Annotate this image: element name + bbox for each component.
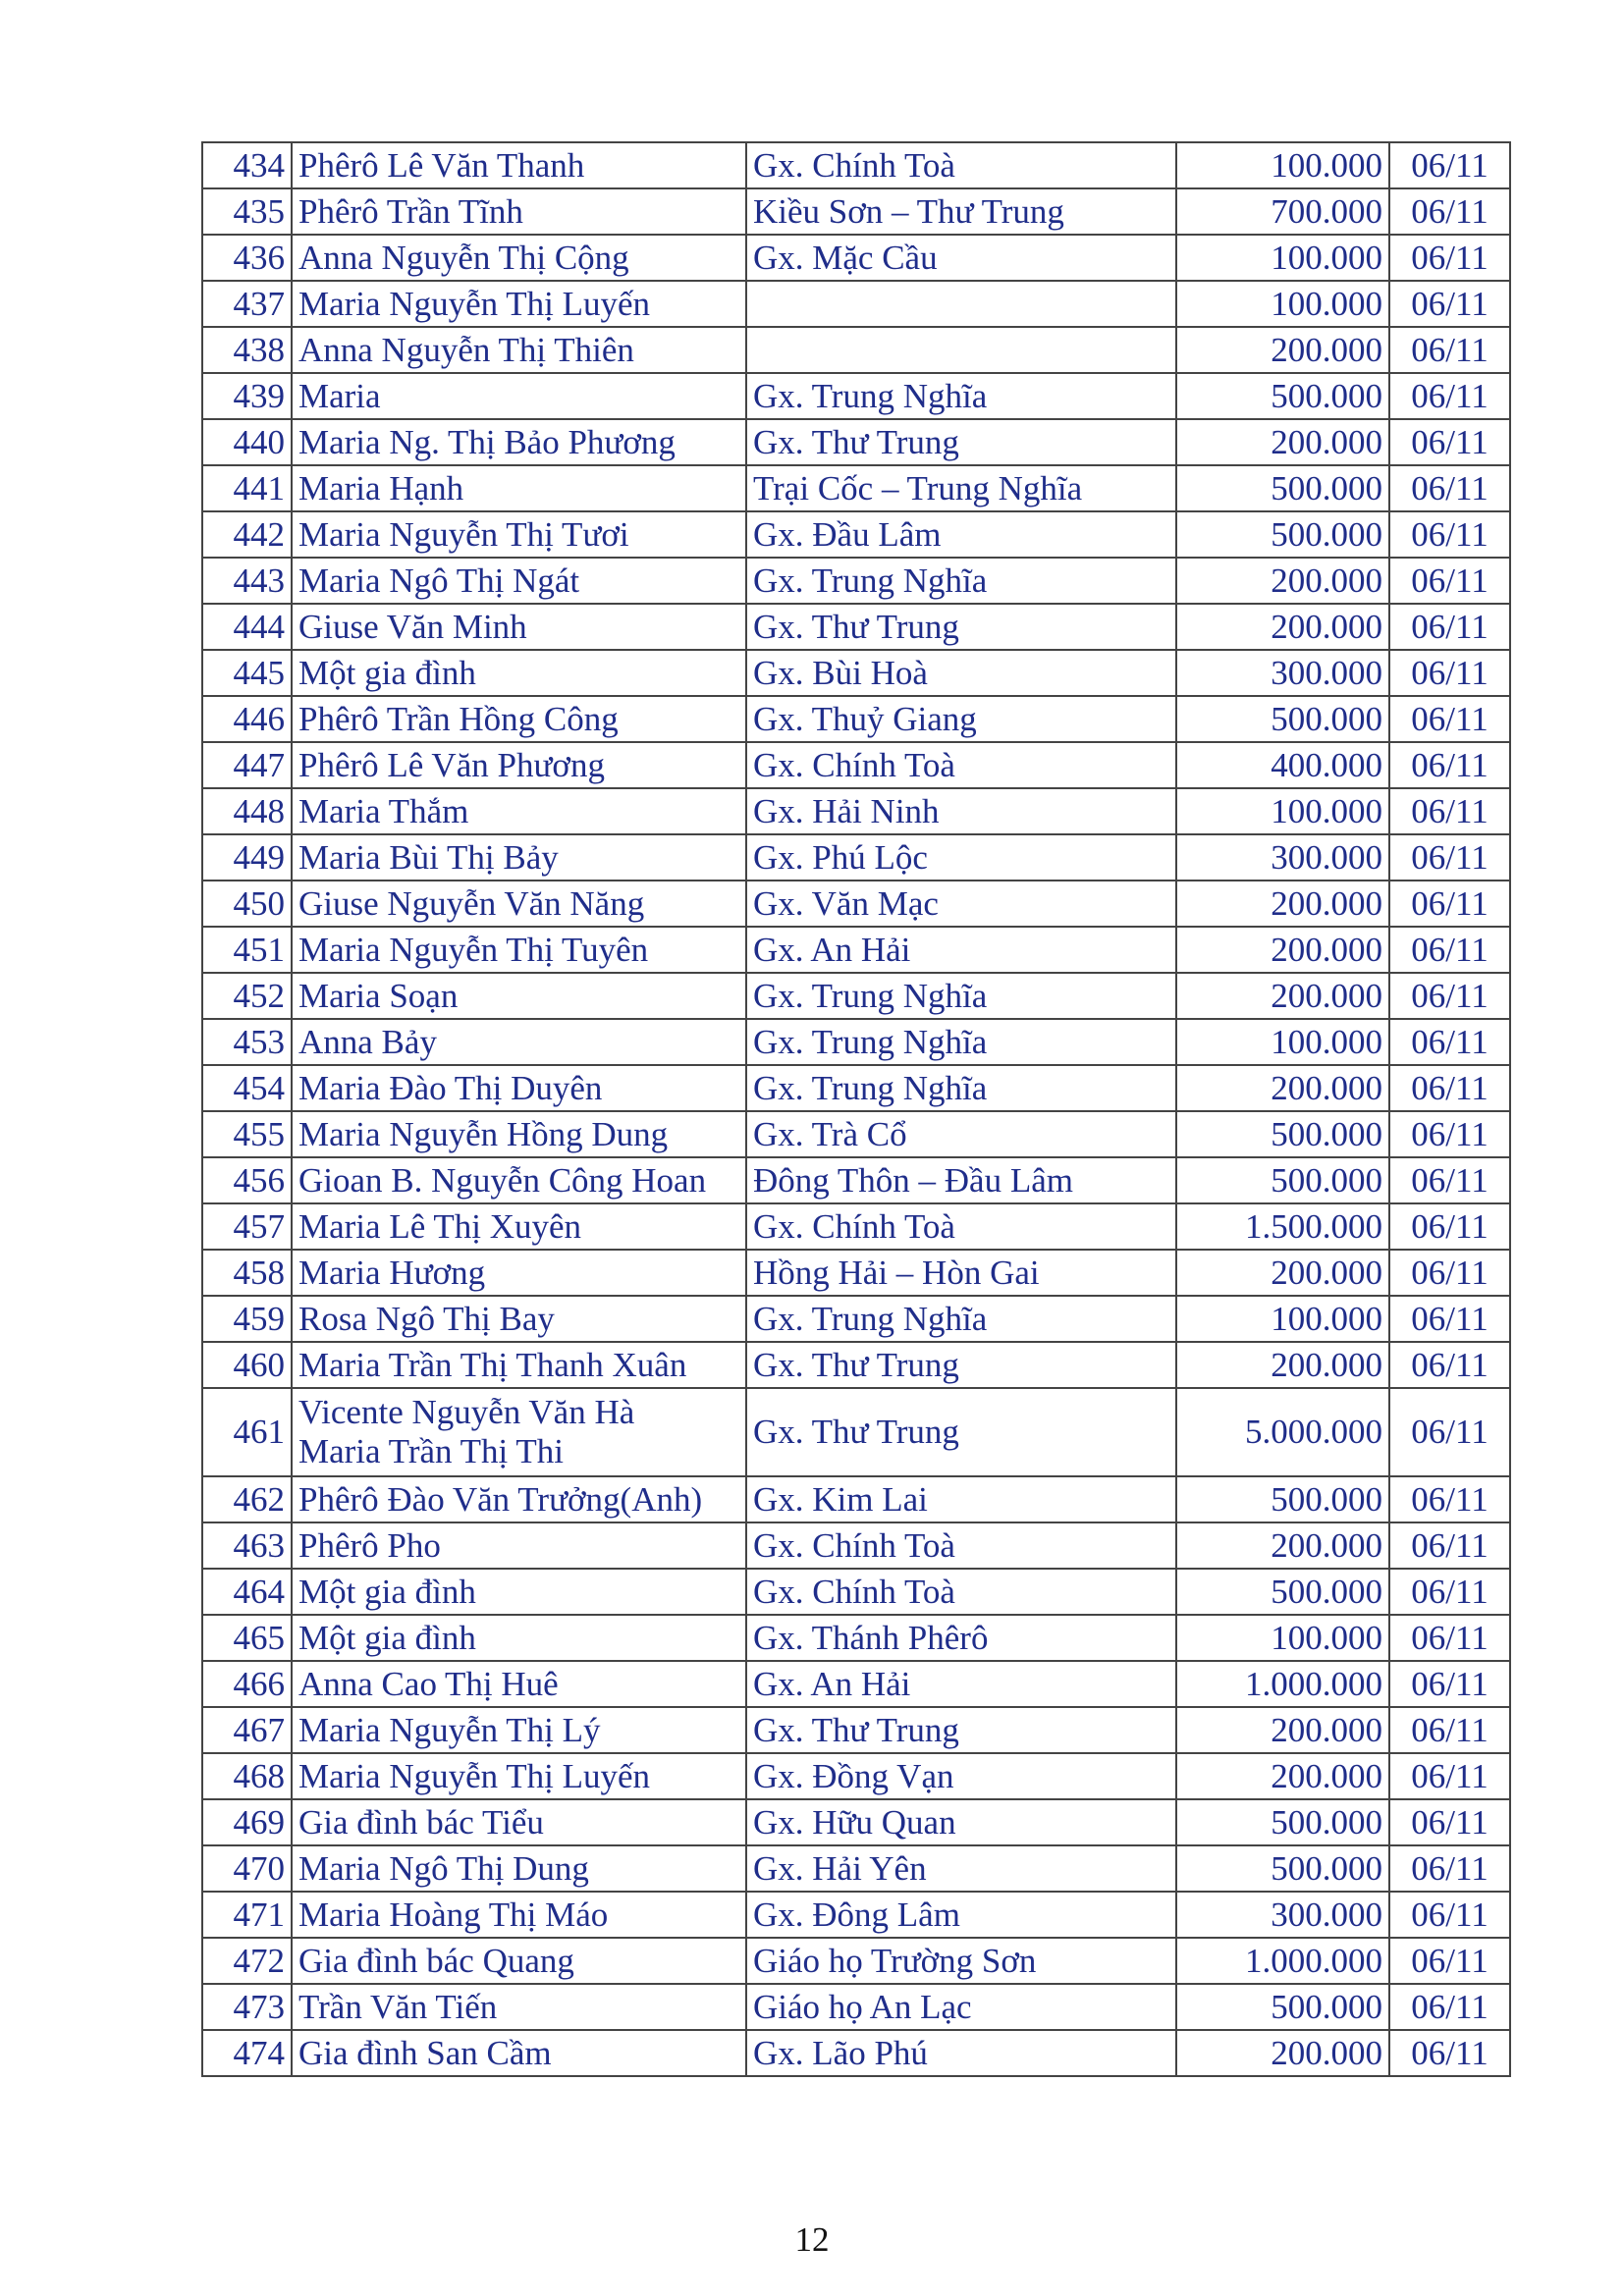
row-number-cell: 445 [202, 650, 292, 696]
row-number-cell: 441 [202, 465, 292, 511]
donor-name-cell [292, 650, 746, 696]
row-number-cell: 463 [202, 1522, 292, 1569]
page-number: 12 [794, 2220, 830, 2259]
table-row [202, 604, 1510, 650]
parish-cell: Gx. Kim Lai [746, 1476, 1176, 1522]
table-row [202, 696, 1510, 742]
date-cell: 06/11 [1389, 973, 1510, 1019]
amount-cell: 200.000 [1176, 881, 1389, 927]
table-row [202, 1661, 1510, 1707]
parish-cell: Gx. Lão Phú [746, 2030, 1176, 2076]
parish-cell: Gx. Hải Yên [746, 1845, 1176, 1892]
donor-name-cell [292, 1342, 746, 1388]
date-cell: 06/11 [1389, 604, 1510, 650]
donor-name-cell [292, 881, 746, 927]
donor-name-line: Gioan B. Nguyễn Công Hoan [298, 1160, 707, 1200]
donor-name-cell [292, 1019, 746, 1065]
donor-name-line: Maria [298, 376, 381, 415]
donor-name-line: Maria Hoàng Thị Máo [298, 1895, 609, 1934]
table-row [202, 235, 1510, 281]
donor-name-cell [292, 373, 746, 419]
donor-name-line: Phêrô Lê Văn Thanh [298, 145, 585, 185]
row-number-cell: 453 [202, 1019, 292, 1065]
table-row [202, 788, 1510, 834]
date-cell: 06/11 [1389, 558, 1510, 604]
table-row [202, 1845, 1510, 1892]
parish-cell: Gx. Trung Nghĩa [746, 1296, 1176, 1342]
donor-name-cell [292, 281, 746, 327]
parish-cell: Gx. Đồng Vạn [746, 1753, 1176, 1799]
donor-name-cell [292, 1111, 746, 1157]
donor-name-line: Một gia đình [298, 1572, 476, 1611]
donor-name-line: Maria Nguyễn Thị Tươi [298, 514, 629, 554]
table-row [202, 1203, 1510, 1250]
parish-cell: Gx. Thư Trung [746, 1388, 1176, 1476]
parish-cell: Gx. Trà Cổ [746, 1111, 1176, 1157]
row-number-cell: 438 [202, 327, 292, 373]
donor-name-line: Một gia đình [298, 1618, 476, 1657]
row-number-cell: 460 [202, 1342, 292, 1388]
row-number-cell: 455 [202, 1111, 292, 1157]
table-row [202, 973, 1510, 1019]
donor-name-line: Phêrô Pho [298, 1525, 441, 1565]
amount-cell: 500.000 [1176, 1157, 1389, 1203]
table-row [202, 327, 1510, 373]
amount-cell: 100.000 [1176, 1296, 1389, 1342]
parish-cell: Gx. Trung Nghĩa [746, 973, 1176, 1019]
donor-name-cell [292, 696, 746, 742]
donor-name-cell [292, 1799, 746, 1845]
row-number-cell: 435 [202, 188, 292, 235]
parish-cell [746, 281, 1176, 327]
donor-name-cell [292, 235, 746, 281]
amount-cell: 200.000 [1176, 1065, 1389, 1111]
table-row [202, 188, 1510, 235]
amount-cell: 200.000 [1176, 973, 1389, 1019]
donor-name-cell [292, 973, 746, 1019]
donation-table [201, 141, 1511, 2077]
donor-name-line: Maria Trần Thị Thi [298, 1432, 564, 1470]
date-cell: 06/11 [1389, 1707, 1510, 1753]
row-number-cell: 473 [202, 1984, 292, 2030]
date-cell: 06/11 [1389, 373, 1510, 419]
parish-cell: Gx. Thuỷ Giang [746, 696, 1176, 742]
parish-cell: Gx. Chính Toà [746, 1569, 1176, 1615]
date-cell: 06/11 [1389, 742, 1510, 788]
date-cell: 06/11 [1389, 1938, 1510, 1984]
row-number-cell: 461 [202, 1388, 292, 1476]
row-number-cell: 464 [202, 1569, 292, 1615]
row-number-cell: 474 [202, 2030, 292, 2076]
row-number-cell: 439 [202, 373, 292, 419]
date-cell: 06/11 [1389, 1569, 1510, 1615]
date-cell: 06/11 [1389, 1342, 1510, 1388]
donor-name-cell [292, 419, 746, 465]
table-row [202, 1111, 1510, 1157]
date-cell: 06/11 [1389, 281, 1510, 327]
row-number-cell: 467 [202, 1707, 292, 1753]
amount-cell: 100.000 [1176, 142, 1389, 188]
table-row [202, 1388, 1510, 1476]
parish-cell: Gx. Trung Nghĩa [746, 373, 1176, 419]
date-cell: 06/11 [1389, 188, 1510, 235]
row-number-cell: 436 [202, 235, 292, 281]
donor-name-cell [292, 1250, 746, 1296]
table-row [202, 558, 1510, 604]
donor-name-line: Rosa Ngô Thị Bay [298, 1299, 555, 1338]
date-cell: 06/11 [1389, 1522, 1510, 1569]
amount-cell: 700.000 [1176, 188, 1389, 235]
table-row [202, 1522, 1510, 1569]
donor-name-cell [292, 1845, 746, 1892]
amount-cell: 200.000 [1176, 558, 1389, 604]
date-cell: 06/11 [1389, 1250, 1510, 1296]
donor-name-line: Maria Đào Thị Duyên [298, 1068, 603, 1107]
amount-cell: 500.000 [1176, 696, 1389, 742]
row-number-cell: 434 [202, 142, 292, 188]
amount-cell: 200.000 [1176, 327, 1389, 373]
donor-name-cell [292, 558, 746, 604]
date-cell: 06/11 [1389, 696, 1510, 742]
donor-name-line: Maria Nguyễn Thị Tuyên [298, 930, 649, 969]
row-number-cell: 451 [202, 927, 292, 973]
donor-name-cell [292, 1615, 746, 1661]
donor-name-line: Phêrô Đào Văn Trưởng(Anh) [298, 1479, 703, 1519]
parish-cell: Gx. Chính Toà [746, 1522, 1176, 1569]
parish-cell [746, 327, 1176, 373]
table-row [202, 1938, 1510, 1984]
table-row [202, 1342, 1510, 1388]
row-number-cell: 456 [202, 1157, 292, 1203]
donor-name-line: Gia đình San Cầm [298, 2033, 552, 2072]
table-row [202, 373, 1510, 419]
date-cell: 06/11 [1389, 1111, 1510, 1157]
row-number-cell: 442 [202, 511, 292, 558]
date-cell: 06/11 [1389, 1296, 1510, 1342]
donor-name-cell [292, 834, 746, 881]
date-cell: 06/11 [1389, 142, 1510, 188]
donor-name-cell [292, 1892, 746, 1938]
parish-cell: Gx. Phú Lộc [746, 834, 1176, 881]
parish-cell: Gx. Trung Nghĩa [746, 1065, 1176, 1111]
date-cell: 06/11 [1389, 1845, 1510, 1892]
amount-cell: 500.000 [1176, 1476, 1389, 1522]
donor-name-line: Maria Ngô Thị Ngát [298, 561, 580, 600]
amount-cell: 5.000.000 [1176, 1388, 1389, 1476]
donor-name-cell [292, 465, 746, 511]
donor-name-cell [292, 1065, 746, 1111]
donor-name-line: Trần Văn Tiến [298, 1987, 498, 2026]
date-cell: 06/11 [1389, 511, 1510, 558]
row-number-cell: 440 [202, 419, 292, 465]
row-number-cell: 437 [202, 281, 292, 327]
parish-cell: Hồng Hải – Hòn Gai [746, 1250, 1176, 1296]
row-number-cell: 454 [202, 1065, 292, 1111]
donor-name-cell [292, 604, 746, 650]
table-row [202, 927, 1510, 973]
date-cell: 06/11 [1389, 1661, 1510, 1707]
parish-cell: Gx. An Hải [746, 927, 1176, 973]
date-cell: 06/11 [1389, 465, 1510, 511]
parish-cell: Gx. Văn Mạc [746, 881, 1176, 927]
table-row [202, 2030, 1510, 2076]
donor-name-line: Maria Nguyễn Thị Luyến [298, 284, 651, 323]
amount-cell: 500.000 [1176, 1984, 1389, 2030]
donor-name-cell [292, 1707, 746, 1753]
donor-name-line: Anna Nguyễn Thị Thiên [298, 330, 634, 369]
row-number-cell: 472 [202, 1938, 292, 1984]
amount-cell: 500.000 [1176, 1845, 1389, 1892]
table-row [202, 1707, 1510, 1753]
donor-name-cell [292, 1661, 746, 1707]
amount-cell: 100.000 [1176, 788, 1389, 834]
parish-cell: Trại Cốc – Trung Nghĩa [746, 465, 1176, 511]
row-number-cell: 466 [202, 1661, 292, 1707]
amount-cell: 500.000 [1176, 1111, 1389, 1157]
amount-cell: 200.000 [1176, 2030, 1389, 2076]
donor-name-cell [292, 1388, 746, 1476]
row-number-cell: 465 [202, 1615, 292, 1661]
amount-cell: 200.000 [1176, 419, 1389, 465]
parish-cell: Gx. Thánh Phêrô [746, 1615, 1176, 1661]
parish-cell: Gx. Trung Nghĩa [746, 1019, 1176, 1065]
table-row [202, 465, 1510, 511]
donor-name-line: Maria Hương [298, 1253, 486, 1292]
donor-name-cell [292, 1569, 746, 1615]
parish-cell: Gx. Đông Lâm [746, 1892, 1176, 1938]
date-cell: 06/11 [1389, 834, 1510, 881]
date-cell: 06/11 [1389, 1019, 1510, 1065]
row-number-cell: 443 [202, 558, 292, 604]
parish-cell: Gx. Chính Toà [746, 742, 1176, 788]
table-row [202, 1157, 1510, 1203]
table-row [202, 1892, 1510, 1938]
donor-name-cell [292, 142, 746, 188]
parish-cell: Gx. Chính Toà [746, 1203, 1176, 1250]
parish-cell: Gx. Thư Trung [746, 419, 1176, 465]
donor-name-line: Phêrô Trần Tĩnh [298, 191, 523, 231]
row-number-cell: 450 [202, 881, 292, 927]
donor-name-line: Gia đình bác Quang [298, 1941, 574, 1980]
donor-name-line: Maria Hạnh [298, 468, 464, 507]
donor-name-line: Maria Lê Thị Xuyên [298, 1206, 582, 1246]
donor-name-line: Giuse Nguyễn Văn Năng [298, 883, 645, 923]
date-cell: 06/11 [1389, 1065, 1510, 1111]
table-row [202, 1250, 1510, 1296]
amount-cell: 300.000 [1176, 1892, 1389, 1938]
amount-cell: 100.000 [1176, 1019, 1389, 1065]
parish-cell: Gx. Bùi Hoà [746, 650, 1176, 696]
table-row [202, 1753, 1510, 1799]
table-row [202, 1569, 1510, 1615]
amount-cell: 500.000 [1176, 511, 1389, 558]
amount-cell: 300.000 [1176, 834, 1389, 881]
amount-cell: 1.500.000 [1176, 1203, 1389, 1250]
donor-name-line: Một gia đình [298, 653, 476, 692]
donor-name-line: Phêrô Lê Văn Phương [298, 745, 605, 784]
parish-cell: Giáo họ An Lạc [746, 1984, 1176, 2030]
date-cell: 06/11 [1389, 235, 1510, 281]
table-row [202, 1065, 1510, 1111]
donor-name-cell [292, 327, 746, 373]
parish-cell: Gx. Thư Trung [746, 1342, 1176, 1388]
row-number-cell: 458 [202, 1250, 292, 1296]
table-row [202, 881, 1510, 927]
donor-name-cell [292, 1522, 746, 1569]
date-cell: 06/11 [1389, 327, 1510, 373]
donor-name-line: Anna Bảy [298, 1022, 437, 1061]
row-number-cell: 469 [202, 1799, 292, 1845]
date-cell: 06/11 [1389, 1388, 1510, 1476]
donor-name-cell [292, 2030, 746, 2076]
parish-cell: Gx. Thư Trung [746, 1707, 1176, 1753]
amount-cell: 200.000 [1176, 927, 1389, 973]
table-row [202, 1615, 1510, 1661]
donor-name-cell [292, 742, 746, 788]
parish-cell: Giáo họ Trường Sơn [746, 1938, 1176, 1984]
donor-name-cell [292, 788, 746, 834]
donor-name-cell [292, 1157, 746, 1203]
parish-cell: Đông Thôn – Đầu Lâm [746, 1157, 1176, 1203]
row-number-cell: 446 [202, 696, 292, 742]
parish-cell: Gx. An Hải [746, 1661, 1176, 1707]
date-cell: 06/11 [1389, 1799, 1510, 1845]
parish-cell: Gx. Mặc Cầu [746, 235, 1176, 281]
amount-cell: 200.000 [1176, 1753, 1389, 1799]
date-cell: 06/11 [1389, 1203, 1510, 1250]
row-number-cell: 449 [202, 834, 292, 881]
amount-cell: 200.000 [1176, 604, 1389, 650]
table-row [202, 281, 1510, 327]
amount-cell: 500.000 [1176, 373, 1389, 419]
donor-name-cell [292, 1753, 746, 1799]
parish-cell: Kiều Sơn – Thư Trung [746, 188, 1176, 235]
donor-name-line: Phêrô Trần Hồng Công [298, 699, 619, 738]
row-number-cell: 444 [202, 604, 292, 650]
parish-cell: Gx. Thư Trung [746, 604, 1176, 650]
amount-cell: 100.000 [1176, 1615, 1389, 1661]
donor-name-line: Anna Nguyễn Thị Cộng [298, 238, 629, 277]
table-row [202, 1476, 1510, 1522]
parish-cell: Gx. Hữu Quan [746, 1799, 1176, 1845]
row-number-cell: 459 [202, 1296, 292, 1342]
table-row [202, 1984, 1510, 2030]
donor-name-cell [292, 188, 746, 235]
donor-name-line: Giuse Văn Minh [298, 607, 527, 646]
donor-name-cell [292, 1296, 746, 1342]
row-number-cell: 470 [202, 1845, 292, 1892]
date-cell: 06/11 [1389, 881, 1510, 927]
donor-name-line: Maria Nguyễn Hồng Dung [298, 1114, 669, 1153]
table-row [202, 142, 1510, 188]
table-row [202, 742, 1510, 788]
amount-cell: 200.000 [1176, 1522, 1389, 1569]
table-row [202, 650, 1510, 696]
row-number-cell: 471 [202, 1892, 292, 1938]
table-row [202, 511, 1510, 558]
amount-cell: 1.000.000 [1176, 1938, 1389, 1984]
donor-name-line: Maria Bùi Thị Bảy [298, 837, 559, 877]
parish-cell: Gx. Trung Nghĩa [746, 558, 1176, 604]
amount-cell: 1.000.000 [1176, 1661, 1389, 1707]
donor-name-line: Maria Nguyễn Thị Lý [298, 1710, 601, 1749]
row-number-cell: 462 [202, 1476, 292, 1522]
amount-cell: 200.000 [1176, 1342, 1389, 1388]
donation-table-body [202, 142, 1510, 2076]
donor-name-line: Maria Soạn [298, 976, 459, 1015]
date-cell: 06/11 [1389, 1476, 1510, 1522]
row-number-cell: 448 [202, 788, 292, 834]
date-cell: 06/11 [1389, 1615, 1510, 1661]
parish-cell: Gx. Chính Toà [746, 142, 1176, 188]
donor-name-line: Maria Trần Thị Thanh Xuân [298, 1345, 687, 1384]
date-cell: 06/11 [1389, 927, 1510, 973]
date-cell: 06/11 [1389, 650, 1510, 696]
donor-name-cell [292, 511, 746, 558]
date-cell: 06/11 [1389, 1753, 1510, 1799]
donor-name-line: Maria Ngô Thị Dung [298, 1848, 589, 1888]
amount-cell: 400.000 [1176, 742, 1389, 788]
donor-name-cell [292, 1203, 746, 1250]
donor-name-cell [292, 1938, 746, 1984]
date-cell: 06/11 [1389, 2030, 1510, 2076]
donor-name-line: Gia đình bác Tiểu [298, 1802, 544, 1842]
row-number-cell: 447 [202, 742, 292, 788]
amount-cell: 500.000 [1176, 1569, 1389, 1615]
date-cell: 06/11 [1389, 419, 1510, 465]
table-row [202, 834, 1510, 881]
amount-cell: 500.000 [1176, 1799, 1389, 1845]
table-row [202, 1799, 1510, 1845]
row-number-cell: 457 [202, 1203, 292, 1250]
donor-name-cell [292, 1476, 746, 1522]
date-cell: 06/11 [1389, 788, 1510, 834]
donor-name-line: Maria Ng. Thị Bảo Phương [298, 422, 676, 461]
date-cell: 06/11 [1389, 1984, 1510, 2030]
table-row [202, 1296, 1510, 1342]
table-row [202, 419, 1510, 465]
donor-name-cell [292, 927, 746, 973]
amount-cell: 200.000 [1176, 1250, 1389, 1296]
parish-cell: Gx. Đầu Lâm [746, 511, 1176, 558]
date-cell: 06/11 [1389, 1892, 1510, 1938]
table-row [202, 1019, 1510, 1065]
parish-cell: Gx. Hải Ninh [746, 788, 1176, 834]
row-number-cell: 468 [202, 1753, 292, 1799]
donor-name-line: Maria Nguyễn Thị Luyến [298, 1756, 651, 1795]
amount-cell: 500.000 [1176, 465, 1389, 511]
amount-cell: 300.000 [1176, 650, 1389, 696]
amount-cell: 100.000 [1176, 235, 1389, 281]
donor-name-line: Maria Thắm [298, 791, 469, 830]
amount-cell: 100.000 [1176, 281, 1389, 327]
row-number-cell: 452 [202, 973, 292, 1019]
donor-name-cell [292, 1984, 746, 2030]
date-cell: 06/11 [1389, 1157, 1510, 1203]
amount-cell: 200.000 [1176, 1707, 1389, 1753]
donor-name-line: Anna Cao Thị Huê [298, 1664, 559, 1703]
donor-name-line: Vicente Nguyễn Văn Hà [298, 1393, 635, 1431]
